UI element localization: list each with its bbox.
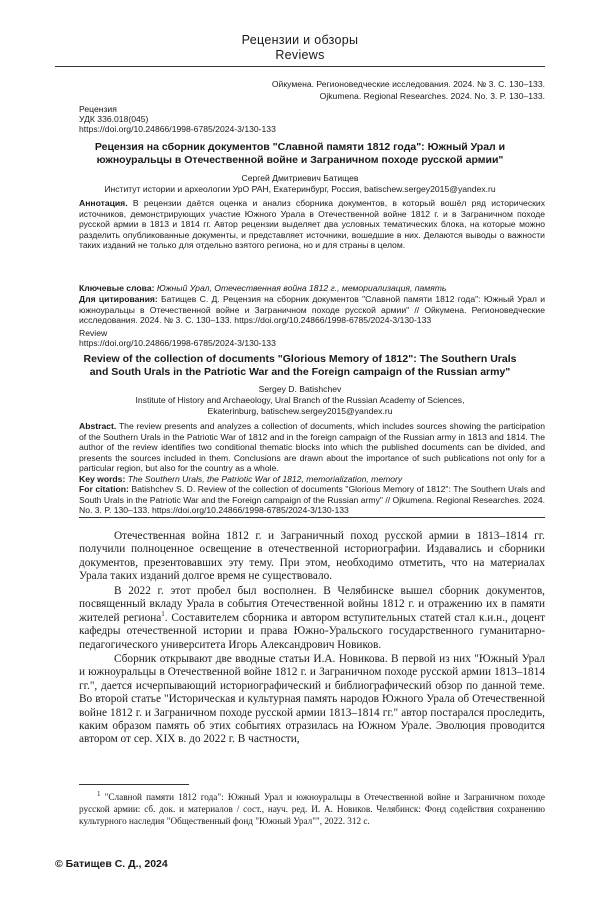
body-paragraph-2-text-b: . Составителем сборника и автором вступительных статей стал к.и.н., доцент кафедры отечественной истории и права Южно-Уральского государственного гуманитарно-педагогического университета Игорь Александрович Новиков. xyxy=(79,611,546,651)
keywords-text-ru: Южный Урал, Отечественная война 1812 г., мемориализация, память xyxy=(156,283,447,293)
article-type-ru: Рецензия xyxy=(79,104,117,114)
footnote xyxy=(79,791,545,827)
body-paragraph-2 xyxy=(79,585,545,652)
doi-link-en[interactable]: https://doi.org/10.24866/1998-6785/2024-3/130-133 xyxy=(79,338,276,348)
footnote-number: 1 xyxy=(97,789,101,798)
body-paragraph-1: Отечественная война 1812 г. и Заграничный поход русской армии в 1813–1814 гг. получили полноценное освещение в отечественной историографии. Издавались и сборники документов, презентовавших эту тему. При этом, необходимо отметить, что на материалах Урала таких изданий долгое время не существовало. xyxy=(79,530,545,583)
abstract-en xyxy=(79,421,545,474)
journal-citation-en: Ojkumena. Regional Researches. 2024. No. 3. P. 130–133. xyxy=(319,91,545,101)
abstract-text-en: The review presents and analyzes a collection of documents, which includes sources showing the participation of the Southern Urals in the Patriotic War of 1812 and in the foreign campaign of the Russian army in 1813 and 1814. The author of the review identifies two conditional thematic blocks into which the published documents can be divided, and presents the sources included in them. Conclusions are drawn about the importance of such publications not only for a particular region, but also for the country as a whole. xyxy=(79,421,546,474)
author-ru: Сергей Дмитриевич Батищев xyxy=(241,173,359,183)
cite-text-en: Batishchev S. D. Review of the collection of documents "Glorious Memory of 1812": The Southern Urals and South Urals in the Patriotic War and the Foreign campaign of the Russian army" // Ojkumena. Regional Researches. 2024. No. 3. P. 130–133. https://doi.org/10.24866/1998-6785/2024-3/130-133 xyxy=(79,484,545,516)
keywords-label-en: Key words: xyxy=(79,474,126,484)
header-divider xyxy=(55,66,545,67)
keywords-text-en: The Southern Urals, the Patriotic War of 1812, memorialization, memory xyxy=(127,474,403,484)
keywords-ru xyxy=(79,283,545,294)
cite-label-ru: Для цитирования: xyxy=(79,294,158,304)
section-title-ru: Рецензии и обзоры xyxy=(241,33,359,47)
title-ru-line2: южноуральцы в Отечественной войне и Заграничном походе русской армии" xyxy=(96,154,504,166)
citation-en xyxy=(79,484,545,516)
title-ru-line1: Рецензия на сборник документов "Славной памяти 1812 года": Южный Урал и xyxy=(94,141,506,153)
cite-label-en: For citation: xyxy=(79,484,129,494)
citation-ru xyxy=(79,294,545,326)
title-en-line1: Review of the collection of documents "Glorious Memory of 1812": The Southern Urals xyxy=(83,353,517,365)
author-en: Sergey D. Batishchev xyxy=(258,384,342,394)
abstract-label-en: Abstract. xyxy=(79,421,117,431)
footnote-ref[interactable]: 1 xyxy=(161,610,165,619)
abstract-label-ru: Аннотация. xyxy=(79,198,128,208)
footnote-divider xyxy=(79,784,189,785)
article-title-en xyxy=(70,353,530,379)
affiliation-en-line1: Institute of History and Archaeology, Ural Branch of the Russian Academy of Sciences, xyxy=(135,395,465,405)
title-en-line2: and South Urals in the Patriotic War and the Foreign campaign of the Russian army" xyxy=(89,366,511,378)
footnote-text: "Славной памяти 1812 года": Южный Урал и южноуральцы в Отечественной войне и Заграничном походе русской армии: сб. док. и материалов / сост., науч. ред. И. А. Новиков. Челябинск: Фонд содействия сохранению культурного наследия "Общественный фонд "Южный Урал"", 2022. 312 с. xyxy=(79,792,546,826)
keywords-label-ru: Ключевые слова: xyxy=(79,283,155,293)
article-title-ru xyxy=(70,141,530,167)
copyright: © Батищев С. Д., 2024 xyxy=(55,858,168,870)
cite-text-ru: Батищев С. Д. Рецензия на сборник документов "Славной памяти 1812 года": Южный Урал и южноуральцы в Отечественной войне и Заграничном походе русской армии" // Ойкумена. Регионоведческие исследования. 2024. № 3. С. 130–133. https://doi.org/10.24866/1998-6785/2024-3/130-133 xyxy=(79,294,546,326)
keywords-en xyxy=(79,474,545,485)
journal-citation-ru: Ойкумена. Регионоведческие исследования. 2024. № 3. С. 130–133. xyxy=(271,79,545,89)
abstract-divider xyxy=(79,517,545,518)
affiliation-en-line2: Ekaterinburg, batischew.sergey2015@yandex.ru xyxy=(207,406,393,416)
udk-code: УДК 336.018(045) xyxy=(79,114,149,124)
affiliation-ru: Институт истории и археологии УрО РАН, Екатеринбург, Россия, batischew.sergey2015@yandex.ru xyxy=(104,184,496,194)
section-title-en: Reviews xyxy=(275,48,325,62)
abstract-text-ru: В рецензии даётся оценка и анализ сборника документов, в который вошёл ряд исторических источников, демонстрирующих участие Южного Урала в Отечественной войне 1812 г. и в Заграничном походе русской армии в 1813 и 1814 гг. Автор рецензии выделяет два условных тематических блока, на которые можно разделить опубликованные документы, и представляет источники, вошедшие в них. Делаются выводы о важности таких изданий не только для отдельно взятого региона, но и для страны в целом. xyxy=(79,198,545,251)
doi-link-ru[interactable]: https://doi.org/10.24866/1998-6785/2024-3/130-133 xyxy=(79,124,276,134)
body-paragraph-3: Сборник открывают две вводные статьи И.А. Новикова. В первой из них "Южный Урал и южноуральцы в Отечественной войне 1812 г. и Заграничном походе русской армии 1813–1814 гг.", дается исчерпывающий историографический и библиографический обзор по данной теме. Во второй статье "Историческая и культурная память народов Южного Урала об Отечественной войне 1812 г. и Заграничном походе русской армии 1813–1814 гг." автор постарался проследить, каким образом память об этих событиях отразилась на Южном Урале. Эволюция проводится автором от сер. XIX в. до 2022 г. В частности, xyxy=(79,653,545,746)
abstract-ru xyxy=(79,198,545,251)
article-type-en: Review xyxy=(79,328,108,338)
body-paragraph-2-text-a: В 2022 г. этот пробел был восполнен. В Челябинске вышел сборник документов, посвященный вкладу Урала в события Отечественной войны 1812 г. и отражению их в памяти жителей региона xyxy=(79,585,545,624)
